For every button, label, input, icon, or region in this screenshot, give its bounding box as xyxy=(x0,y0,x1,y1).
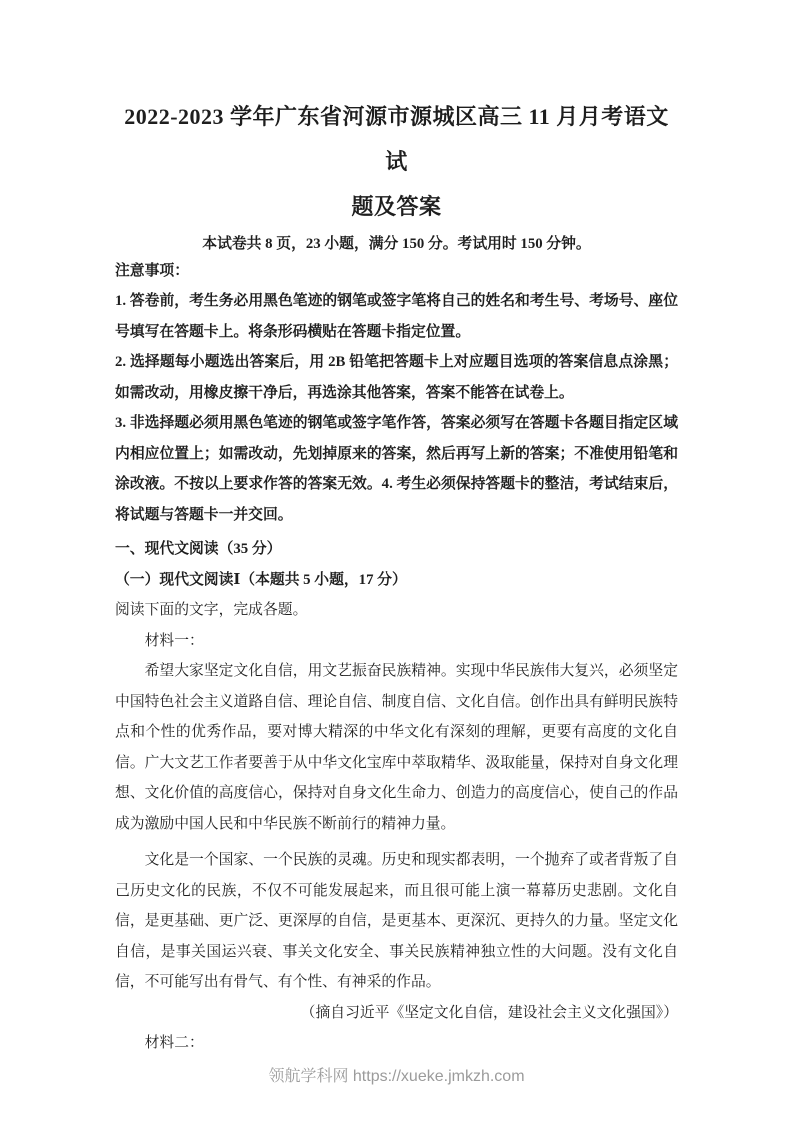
section-heading: 一、现代文阅读（35 分） xyxy=(115,541,282,557)
watermark-footer xyxy=(0,1062,793,1092)
watermark-text: 领航学科网 https://xueke.jmkzh.com xyxy=(268,1068,525,1085)
material-one-paragraph-1: 希望大家坚定文化自信，用文艺振奋民族精神。实现中华民族伟大复兴，必须坚定中国特色社会主义道路自信、理论自信、制度自信、文化自信。创作出具有鲜明民族特点和个性的优秀作品，要对博大精深的中华文化有深刻的理解，更要有高度的文化自信。广大文艺工作者要善于从中华文化宝库中萃取精华、汲取能量，保持对自身文化理想、文化价值的高度信心，保持对自身文化生命力、创造力的高度信心，使自己的作品成为激励中国人民和中华民族不断前行的精神力量。 xyxy=(115,663,678,832)
document-title-line2: 题及答案 xyxy=(351,194,442,219)
material-two-label: 材料二： xyxy=(144,1035,204,1051)
notice-item-1: 1. 答卷前，考生务必用黑色笔迹的钢笔或签字笔将自己的姓名和考生号、考场号、座位号填写在答题卡上。将条形码横贴在答题卡指定位置。 xyxy=(115,293,678,340)
reading-instruction: 阅读下面的文字，完成各题。 xyxy=(115,602,308,618)
document-title xyxy=(115,94,678,229)
material-one-paragraph-2: 文化是一个国家、一个民族的灵魂。历史和现实都表明，一个抛弃了或者背叛了自己历史文化的民族，不仅不可能发展起来，而且很可能上演一幕幕历史悲剧。文化自信，是更基础、更广泛、更深厚的自信，是更基本、更深沉、更持久的力量。坚定文化自信，是事关国运兴衰、事关文化安全、事关民族精神独立性的大问题。没有文化自信，不可能写出有骨气、有个性、有神采的作品。 xyxy=(115,852,678,990)
material-one-source: （摘自习近平《坚定文化自信，建设社会主义文化强国》） xyxy=(300,1004,678,1021)
notice-item-2: 2. 选择题每小题选出答案后，用 2B 铅笔把答题卡上对应题目选项的答案信息点涂黑；如需改动，用橡皮擦干净后，再选涂其他答案，答案不能答在试卷上。 xyxy=(115,354,678,401)
document-title-line1: 2022-2023 学年广东省河源市源城区高三 11 月月考语文试 xyxy=(124,104,669,174)
notice-heading: 注意事项： xyxy=(115,262,189,279)
document-content xyxy=(115,0,678,1059)
notice-item-3: 3. 非选择题必须用黑色笔迹的钢笔或签字笔作答，答案必须写在答题卡各题目指定区域内相应位置上；如需改动，先划掉原来的答案，然后再写上新的答案；不准使用铅笔和涂改液。不按以上要求作答的答案无效。4. 考生必须保持答题卡的整洁，考试结束后，将试题与答题卡一并交回。 xyxy=(115,415,678,523)
exam-info-line: 本试卷共 8 页，23 小题，满分 150 分。考试用时 150 分钟。 xyxy=(202,236,591,252)
subsection-heading: （一）现代文阅读Ⅰ（本题共 5 小题，17 分） xyxy=(115,571,407,588)
material-one-label: 材料一： xyxy=(144,632,204,649)
